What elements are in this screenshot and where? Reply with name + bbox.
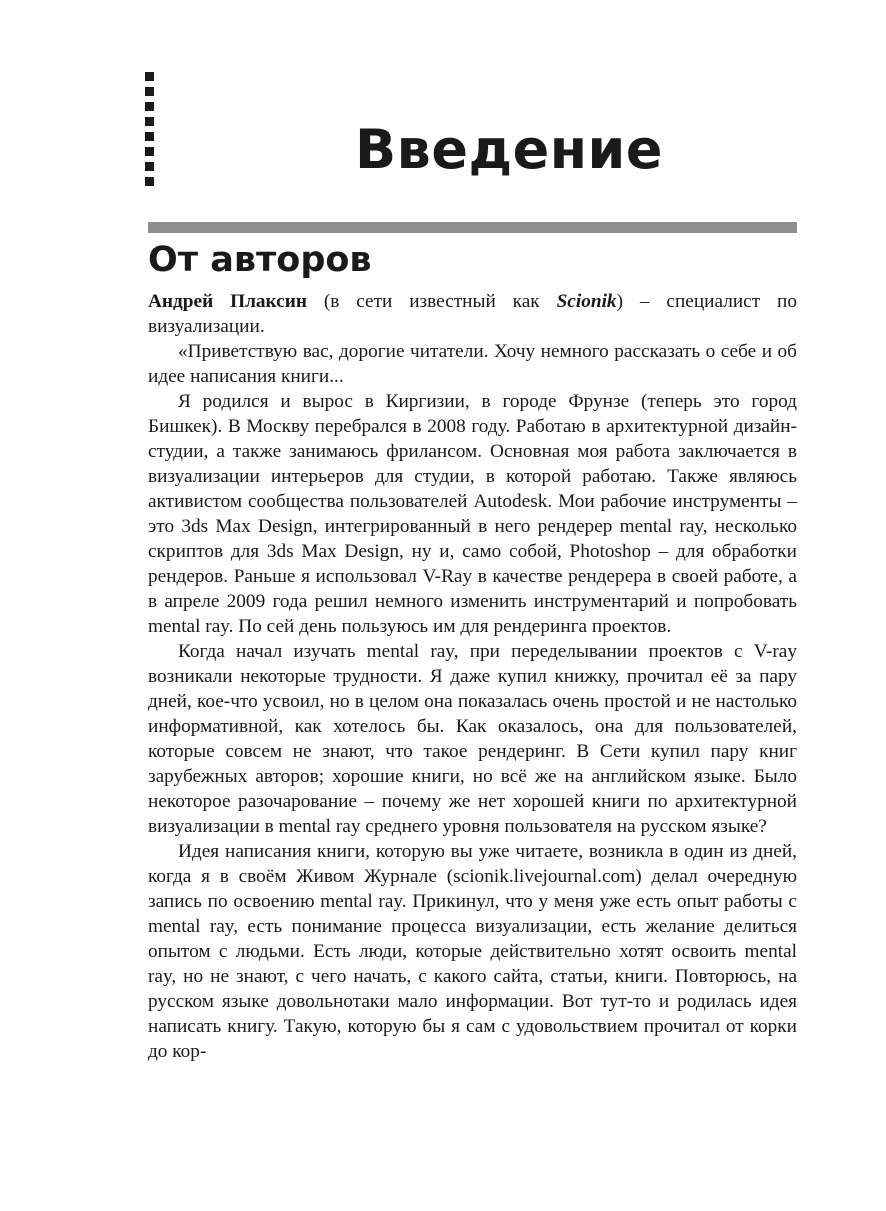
intro-text-after-nick: ) – специалист по визуализации.: [148, 291, 798, 337]
intro-text-before-nick: (в сети известный как: [306, 291, 557, 312]
author-nickname: Scionik: [556, 291, 617, 312]
marker-dot: [145, 117, 154, 126]
paragraph: Когда начал изучать mental ray, при переделывании проектов с V-ray возникали некоторые трудности. Я даже купил книжку, прочитал её за пару дней, кое-что усвоил, но в целом она показалась очень простой и не настолько информативной, как хотелось бы. Как оказалось, она для пользователей, которые совсем не знают, что такое рендеринг. В Сети купил пару книг зарубежных авторов; хорошие книги, но всё же на английском языке. Было некоторое разочарование – почему же нет хорошей книги по архитектурной визуализации в mental ray среднего уровня пользователя на русском языке?: [148, 641, 797, 837]
section-title: От авторов: [148, 240, 372, 280]
paragraph: Я родился и вырос в Киргизии, в городе Фрунзе (теперь это город Бишкек). В Москву перебрался в 2008 году. Работаю в архитектурной дизайн-студии, а также занимаюсь фрилансом. Основная моя работа заключается в визуализации интерьеров для студии, в которой работаю. Также являюсь активистом сообщества пользователей Autodesk. Мои рабочие инструменты – это 3ds Max Design, интегрированный в него рендерер mental ray, несколько скриптов для 3ds Max Design, ну и, само собой, Photoshop – для обработки рендеров. Раньше я использовал V-Ray в качестве рендерера в своей работе, а в апреле 2009 года решил немного изменить инструментарий и попробовать mental ray. По сей день пользуюсь им для рендеринга проектов.: [148, 391, 797, 637]
marker-dot: [145, 72, 154, 81]
paragraph: Идея написания книги, которую вы уже читаете, возникла в один из дней, когда я в своём Живом Журнале (scionik.livejournal.com) делал очередную запись по освоению mental ray. Прикинул, что у меня уже есть опыт работы с mental ray, есть понимание процесса визуализации, есть желание делиться опытом с людьми. Есть люди, которые действительно хотят освоить mental ray, но не знают, с чего начать, с какого сайта, статьи, книги. Повторюсь, на русском языке довольнотаки мало информации. Вот тут-то и родилась идея написать книгу. Такую, которую бы я сам с удовольствием прочитал от корки до кор-: [148, 841, 797, 1062]
section-divider: [148, 222, 797, 233]
marker-dot: [145, 162, 154, 171]
marker-dot: [145, 147, 154, 156]
author-name: Андрей Плаксин: [148, 291, 307, 312]
chapter-marker-dots: [145, 72, 157, 192]
marker-dot: [145, 102, 154, 111]
marker-dot: [145, 132, 154, 141]
marker-dot: [145, 177, 154, 186]
paragraph: «Приветствую вас, дорогие читатели. Хочу немного рассказать о себе и об идее написания книги...: [148, 341, 797, 387]
marker-dot: [145, 87, 154, 96]
body-text: [148, 289, 797, 1064]
intro-paragraph: [148, 289, 797, 339]
chapter-title: Введение: [355, 118, 663, 181]
